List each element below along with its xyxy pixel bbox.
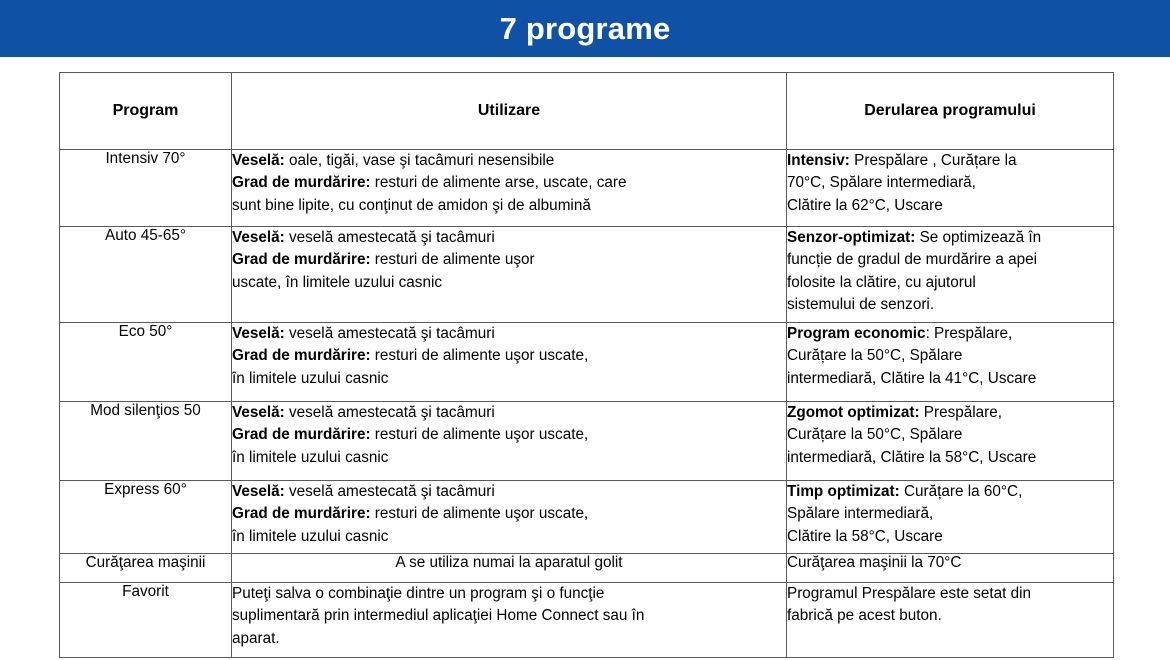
table-body <box>60 150 1114 658</box>
table-row <box>60 402 1114 481</box>
usage-line <box>232 172 786 194</box>
usage-text: resturi de alimente uşor <box>370 251 535 269</box>
usage-line <box>232 402 786 424</box>
table-row <box>60 227 1114 323</box>
run-line: fabrică pe acest buton. <box>787 607 942 625</box>
usage-text: resturi de alimente uşor uscate, <box>370 426 589 444</box>
usage-line <box>232 424 786 446</box>
usage-cell-silent <box>232 402 787 481</box>
run-line: Curățare la 50°C, Spălare <box>787 426 963 444</box>
usage-line: aparat. <box>232 629 280 647</box>
run-line: Clătire la 58°C, Uscare <box>787 527 943 545</box>
usage-cell-cleaning: A se utiliza numai la aparatul golit <box>232 554 787 583</box>
usage-line <box>232 323 786 345</box>
usage-cell-eco <box>232 323 787 402</box>
program-name-favorit: Favorit <box>60 583 232 658</box>
table-row <box>60 323 1114 402</box>
run-cell-cleaning: Curăţarea maşinii la 70°C <box>787 554 1114 583</box>
usage-label-vesela: Veselă: <box>232 404 285 421</box>
program-name-auto: Auto 45-65° <box>60 227 232 323</box>
run-label: Intensiv: <box>787 152 850 169</box>
run-text: : Prespălare, <box>925 325 1013 342</box>
program-name-eco: Eco 50° <box>60 323 232 402</box>
usage-line: sunt bine lipite, cu conţinut de amidon şi de albumină <box>232 196 591 214</box>
usage-text: veselă amestecată şi tacâmuri <box>284 404 495 421</box>
usage-cell-express <box>232 481 787 554</box>
usage-line: în limitele uzului casnic <box>232 448 389 466</box>
run-line: intermediară, Clătire la 41°C, Uscare <box>787 369 1037 387</box>
usage-label-vesela: Veselă: <box>232 483 285 500</box>
usage-text: oale, tigăi, vase şi tacâmuri nesensibile <box>284 152 555 169</box>
program-name-express: Express 60° <box>60 481 232 554</box>
run-line <box>787 150 1113 172</box>
run-line: 70°C, Spălare intermediară, <box>787 174 976 192</box>
usage-line <box>232 503 786 525</box>
run-line: funcție de gradul de murdărire a apei <box>787 251 1038 269</box>
usage-cell-intensiv <box>232 150 787 227</box>
column-header-program: Program <box>60 73 232 150</box>
usage-label-grad: Grad de murdărire: <box>232 251 371 269</box>
usage-line <box>232 481 786 503</box>
usage-label-vesela: Veselă: <box>232 325 285 342</box>
usage-text: veselă amestecată şi tacâmuri <box>284 229 495 246</box>
usage-text: resturi de alimente uşor uscate, <box>370 347 589 365</box>
table-row <box>60 583 1114 658</box>
run-line: Clătire la 62°C, Uscare <box>787 196 943 214</box>
usage-line: Puteţi salva o combinaţie dintre un program şi o funcţie <box>232 585 605 602</box>
usage-line <box>232 150 786 172</box>
usage-label-vesela: Veselă: <box>232 229 285 246</box>
run-line: sistemului de senzori. <box>787 296 935 314</box>
usage-line <box>232 227 786 249</box>
run-cell-intensiv <box>787 150 1114 227</box>
usage-label-vesela: Veselă: <box>232 152 285 169</box>
run-line <box>787 481 1113 503</box>
run-label: Zgomot optimizat: <box>787 404 920 421</box>
run-label: Timp optimizat: <box>787 483 900 500</box>
table-row <box>60 554 1114 583</box>
usage-text: veselă amestecată şi tacâmuri <box>284 325 495 342</box>
page-title: 7 programe <box>499 11 671 46</box>
run-text: Prespălare , Curățare la <box>849 152 1017 169</box>
usage-cell-favorit <box>232 583 787 658</box>
run-text: Se optimizează în <box>915 229 1042 246</box>
usage-line <box>232 249 786 271</box>
programs-table <box>59 72 1114 658</box>
title-banner <box>0 0 1170 57</box>
usage-cell-auto <box>232 227 787 323</box>
usage-line: uscate, în limitele uzului casnic <box>232 273 443 291</box>
run-line: Spălare intermediară, <box>787 505 934 523</box>
run-line <box>787 227 1113 249</box>
usage-line: suplimentară prin intermediul aplicaţiei Home Connect sau în <box>232 607 645 625</box>
run-line <box>787 323 1113 345</box>
run-text: Curățare la 60°C, <box>899 483 1023 500</box>
run-line <box>787 402 1113 424</box>
run-line: folosite la clătire, cu ajutorul <box>787 273 976 291</box>
run-label: Program economic <box>787 325 926 342</box>
run-cell-express <box>787 481 1114 554</box>
program-name-cleaning: Curăţarea maşinii <box>60 554 232 583</box>
table-row <box>60 481 1114 554</box>
table-header <box>60 73 1114 150</box>
program-name-intensiv: Intensiv 70° <box>60 150 232 227</box>
run-label: Senzor-optimizat: <box>787 229 916 246</box>
usage-label-grad: Grad de murdărire: <box>232 426 371 444</box>
run-cell-auto <box>787 227 1114 323</box>
run-cell-favorit <box>787 583 1114 658</box>
usage-line: în limitele uzului casnic <box>232 527 389 545</box>
column-header-derulare: Derularea programului <box>787 73 1114 150</box>
run-cell-eco <box>787 323 1114 402</box>
usage-line <box>232 345 786 367</box>
run-line: Programul Prespălare este setat din <box>787 585 1032 602</box>
usage-text: resturi de alimente uşor uscate, <box>370 505 589 523</box>
usage-text: resturi de alimente arse, uscate, care <box>370 174 627 192</box>
usage-label-grad: Grad de murdărire: <box>232 347 371 365</box>
table-header-row <box>60 73 1114 150</box>
usage-label-grad: Grad de murdărire: <box>232 174 371 192</box>
run-line: intermediară, Clătire la 58°C, Uscare <box>787 448 1037 466</box>
run-cell-silent <box>787 402 1114 481</box>
run-text: Prespălare, <box>919 404 1003 421</box>
run-line: Curățare la 50°C, Spălare <box>787 347 963 365</box>
usage-label-grad: Grad de murdărire: <box>232 505 371 523</box>
column-header-utilizare: Utilizare <box>232 73 787 150</box>
table-row <box>60 150 1114 227</box>
program-name-silent: Mod silenţios 50 <box>60 402 232 481</box>
usage-line: în limitele uzului casnic <box>232 369 389 387</box>
usage-text: veselă amestecată şi tacâmuri <box>284 483 495 500</box>
